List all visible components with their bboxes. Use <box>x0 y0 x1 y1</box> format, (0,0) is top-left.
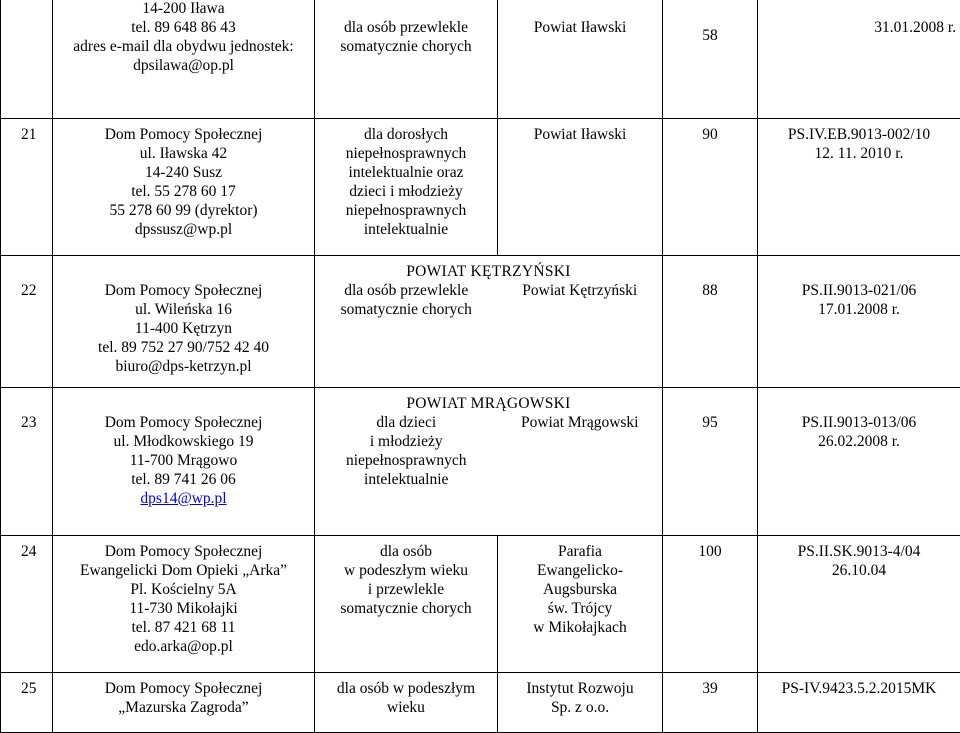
county-section <box>315 256 663 388</box>
places-count: 39 <box>663 673 758 733</box>
table-row <box>1 536 960 673</box>
county-section <box>315 388 663 536</box>
table-row <box>1 388 960 536</box>
facility-type: dla osób przewlekle somatycznie chorych <box>315 281 497 319</box>
facility-type: dla osób przewlekle somatycznie chorych <box>315 0 498 119</box>
row-number: 23 <box>1 388 53 536</box>
table-row <box>1 673 960 733</box>
facility-type: dla osób w podeszłym wieku <box>315 673 498 733</box>
facility-type: dla osób w podeszłym wieku i przewlekle somatycznie chorych <box>315 536 498 673</box>
row-number: 25 <box>1 673 53 733</box>
places-count: 88 <box>663 256 758 388</box>
facility-name-address: Dom Pomocy Społecznej Ewangelicki Dom Opieki „Arka” Pl. Kościelny 5A 11-730 Mikołajki tel. 87 421 68 11 edo.arka@op.pl <box>53 536 315 673</box>
facility-type: dla dzieci i młodzieży niepełnosprawnych intelektualnie <box>315 413 497 489</box>
table-row <box>1 119 960 256</box>
facility-name-address: 14-200 Iława tel. 89 648 86 43 adres e-mail dla obydwu jednostek: dpsilawa@op.pl <box>53 0 315 119</box>
county-header: POWIAT KĘTRZYŃSKI <box>315 262 662 281</box>
places-count: 100 <box>663 536 758 673</box>
places-count: 90 <box>663 119 758 256</box>
decision-number-date: PS.IV.EB.9013-002/10 12. 11. 2010 r. <box>758 119 960 256</box>
managing-authority: Parafia Ewangelicko- Augsburska św. Trójcy w Mikołajkach <box>498 536 663 673</box>
row-number: 22 <box>1 256 53 388</box>
places-count: 95 <box>663 388 758 536</box>
facility-type: dla dorosłych niepełnosprawnych intelektualnie oraz dzieci i młodzieży niepełnosprawnych intelektualnie <box>315 119 498 256</box>
county-header: POWIAT MRĄGOWSKI <box>315 394 662 413</box>
facility-name-address: Dom Pomocy Społecznej ul. Wileńska 16 11-400 Kętrzyn tel. 89 752 27 90/752 42 40 biuro@dps-ketrzyn.pl <box>53 256 315 388</box>
facility-name-address: Dom Pomocy Społecznej ul. Młodkowskiego 19 11-700 Mrągowo tel. 89 741 26 06 dps14@wp.pl <box>53 388 315 536</box>
decision-number-date: PS-IV.9423.5.2.2015MK <box>758 673 960 733</box>
facility-name-address: Dom Pomocy Społecznej „Mazurska Zagroda” <box>53 673 315 733</box>
places-count: 58 <box>663 0 758 119</box>
managing-authority: Powiat Iławski <box>498 0 663 119</box>
email-link[interactable]: dps14@wp.pl <box>140 490 226 507</box>
managing-authority: Instytut Rozwoju Sp. z o.o. <box>498 673 663 733</box>
managing-authority: Powiat Kętrzyński <box>497 281 662 319</box>
decision-number-date: PS.II.9013-013/06 26.02.2008 r. <box>758 388 960 536</box>
row-number <box>1 0 53 119</box>
row-number: 21 <box>1 119 53 256</box>
row-number: 24 <box>1 536 53 673</box>
decision-number-date: PS.II.9013-021/06 17.01.2008 r. <box>758 256 960 388</box>
managing-authority: Powiat Mrągowski <box>497 413 662 489</box>
facility-name-address: Dom Pomocy Społecznej ul. Iławska 42 14-240 Susz tel. 55 278 60 17 55 278 60 99 (dyrektor) dpssusz@wp.pl <box>53 119 315 256</box>
decision-number-date: 31.01.2008 r. <box>758 0 960 119</box>
decision-number-date: PS.II.SK.9013-4/04 26.10.04 <box>758 536 960 673</box>
managing-authority: Powiat Iławski <box>498 119 663 256</box>
table-row <box>1 256 960 388</box>
table-row <box>1 0 960 119</box>
